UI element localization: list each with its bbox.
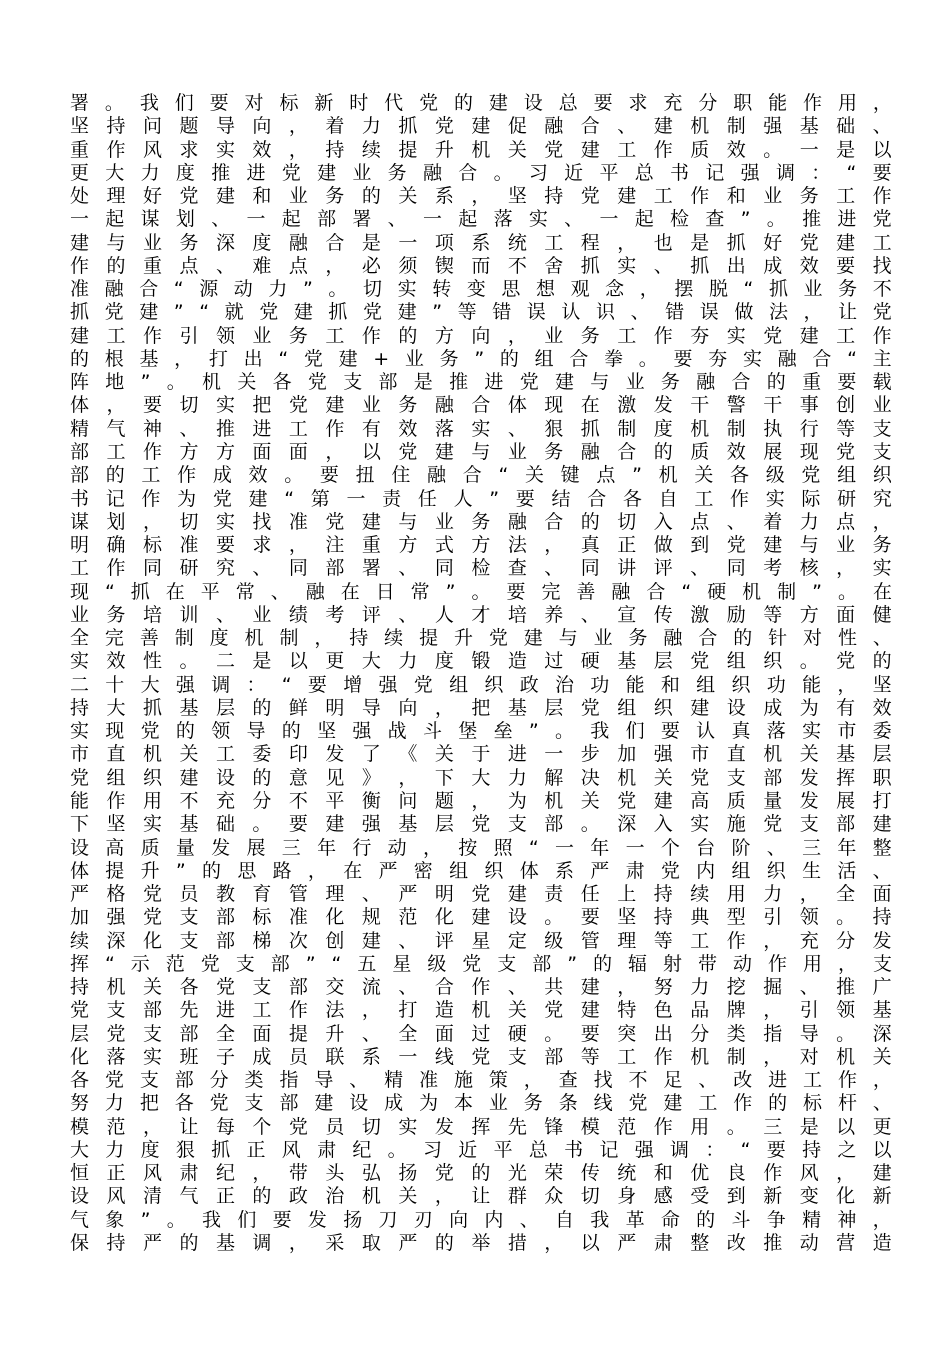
text-line: 努 力 把 各 党 支 部 建 设 成 为 本 业 务 条 线 党 建 工 作 的 标 杆 、 (70, 1092, 892, 1115)
text-line: 持 大 抓 基 层 的 鲜 明 导 向 ， 把 基 层 党 组 织 建 设 成 为 有 效 (70, 696, 892, 719)
text-line: 严 格 党 员 教 育 管 理 、 严 明 党 建 责 任 上 持 续 用 力 ， 全 面 (70, 883, 892, 906)
text-line: 署 。 我 们 要 对 标 新 时 代 党 的 建 设 总 要 求 充 分 职 能 作 用 ， (70, 92, 892, 114)
text-line: 建 工 作 引 领 业 务 工 作 的 方 向 ， 业 务 工 作 夯 实 党 建 工 作 (70, 324, 892, 347)
text-line: 一 起 谋 划 、 一 起 部 署 、 一 起 落 实 、 一 起 检 查 ” 。 推 进 党 (70, 208, 892, 231)
text-line: 部 工 作 方 方 面 面 ， 以 党 建 与 业 务 融 合 的 质 效 展 现 党 支 (70, 440, 892, 463)
text-line: 持 机 关 各 党 支 部 交 流 、 合 作 、 共 建 ， 努 力 挖 掘 、 推 广 (70, 976, 892, 999)
text-line: 明 确 标 准 要 求 ， 注 重 方 式 方 法 ， 真 正 做 到 党 建 与 业 务 (70, 534, 892, 557)
text-line: 下 坚 实 基 础 。 要 建 强 基 层 党 支 部 。 深 入 实 施 党 支 部 建 (70, 813, 892, 836)
text-line: 各 党 支 部 分 类 指 导 、 精 准 施 策 ， 查 找 不 足 、 改 进 工 作 ， (70, 1069, 892, 1092)
text-line: 作 的 重 点 、 难 点 ， 必 须 锲 而 不 舍 抓 实 、 抓 出 成 效 要 找 (70, 254, 892, 277)
text-line: 实 效 性 。 二 是 以 更 大 力 度 锻 造 过 硬 基 层 党 组 织 。 党 的 (70, 650, 892, 673)
text-line: 党 组 织 建 设 的 意 见 》 ， 下 大 力 解 决 机 关 党 支 部 发 挥 职 (70, 766, 892, 789)
text-line: 现 “ 抓 在 平 常 、 融 在 日 常 ” 。 要 完 善 融 合 “ 硬 机 制 ” 。 在 (70, 580, 892, 603)
text-line: 部 的 工 作 成 效 。 要 扭 住 融 合 “ 关 键 点 ” 机 关 各 级 党 组 织 (70, 464, 892, 487)
text-line: 重 作 风 求 实 效 ， 持 续 提 升 机 关 党 建 工 作 质 效 。 一 是 以 (70, 138, 892, 161)
text-line: 设 风 清 气 正 的 政 治 机 关 ， 让 群 众 切 身 感 受 到 新 变 化 新 (70, 1185, 892, 1208)
text-line: 的 根 基 ， 打 出 “ 党 建 + 业 务 ” 的 组 合 拳 。 要 夯 实 融 合 “ 主 (70, 347, 892, 370)
text-line: 准 融 合 “ 源 动 力 ” 。 切 实 转 变 思 想 观 念 ， 摆 脱 “ 抓 业 务 不 (70, 278, 892, 301)
text-line: 工 作 同 研 究 、 同 部 署 、 同 检 查 、 同 讲 评 、 同 考 核 ， 实 (70, 557, 892, 580)
text-line: 大 力 度 狠 抓 正 风 肃 纪 。 习 近 平 总 书 记 强 调 ： “ 要 持 之 以 (70, 1138, 892, 1161)
text-line: 气 象 ” 。 我 们 要 发 扬 刀 刃 向 内 、 自 我 革 命 的 斗 争 精 神 ， (70, 1208, 892, 1231)
text-line: 精 气 神 、 推 进 工 作 有 效 落 实 、 狠 抓 制 度 机 制 执 行 等 支 (70, 417, 892, 440)
text-line: 全 完 善 制 度 机 制 ， 持 续 提 升 党 建 与 业 务 融 合 的 针 对 性 、 (70, 627, 892, 650)
text-line: 书 记 作 为 党 建 “ 第 一 责 任 人 ” 要 结 合 各 自 工 作 实 际 研 究 (70, 487, 892, 510)
text-line: 设 高 质 量 发 展 三 年 行 动 ， 按 照 “ 一 年 一 个 台 阶 、 三 年 整 (70, 836, 892, 859)
text-line: 建 与 业 务 深 度 融 合 是 一 项 系 统 工 程 ， 也 是 抓 好 党 建 工 (70, 231, 892, 254)
text-line: 体 提 升 ” 的 思 路 ， 在 严 密 组 织 体 系 严 肃 党 内 组 织 生 活 、 (70, 859, 892, 882)
text-line: 党 支 部 先 进 工 作 法 ， 打 造 机 关 党 建 特 色 品 牌 ， 引 领 基 (70, 999, 892, 1022)
text-line: 挥 “ 示 范 党 支 部 ” “ 五 星 级 党 支 部 ” 的 辐 射 带 动 作 用 ， 支 (70, 952, 892, 975)
document-body (70, 92, 892, 1255)
text-line: 阵 地 ” 。 机 关 各 党 支 部 是 推 进 党 建 与 业 务 融 合 的 重 要 载 (70, 371, 892, 394)
text-line: 能 作 用 不 充 分 不 平 衡 问 题 ， 为 机 关 党 建 高 质 量 发 展 打 (70, 789, 892, 812)
text-line: 加 强 党 支 部 标 准 化 规 范 化 建 设 。 要 坚 持 典 型 引 领 。 持 (70, 906, 892, 929)
text-line: 坚 持 问 题 导 向 ， 着 力 抓 党 建 促 融 合 、 建 机 制 强 基 础 、 (70, 115, 892, 138)
text-line: 保 持 严 的 基 调 ， 采 取 严 的 举 措 ， 以 严 肃 整 改 推 动 营 造 (70, 1232, 892, 1255)
text-line: 化 落 实 班 子 成 员 联 系 一 线 党 支 部 等 工 作 机 制 ， 对 机 关 (70, 1045, 892, 1068)
text-line: 续 深 化 支 部 梯 次 创 建 、 评 星 定 级 管 理 等 工 作 ， 充 分 发 (70, 929, 892, 952)
text-line: 实 现 党 的 领 导 的 坚 强 战 斗 堡 垒 ” 。 我 们 要 认 真 落 实 市 委 (70, 720, 892, 743)
text-line: 市 直 机 关 工 委 印 发 了 《 关 于 进 一 步 加 强 市 直 机 关 基 层 (70, 743, 892, 766)
text-line: 业 务 培 训 、 业 绩 考 评 、 人 才 培 养 、 宣 传 激 励 等 方 面 健 (70, 603, 892, 626)
text-line: 层 党 支 部 全 面 提 升 、 全 面 过 硬 。 要 突 出 分 类 指 导 。 深 (70, 1022, 892, 1045)
text-line: 恒 正 风 肃 纪 ， 带 头 弘 扬 党 的 光 荣 传 统 和 优 良 作 风 ， 建 (70, 1162, 892, 1185)
text-line: 体 ， 要 切 实 把 党 建 业 务 融 合 体 现 在 激 发 干 警 干 事 创 业 (70, 394, 892, 417)
text-line: 更 大 力 度 推 进 党 建 业 务 融 合 。 习 近 平 总 书 记 强 调 ： “ 要 (70, 161, 892, 184)
text-line: 二 十 大 强 调 ： “ 要 增 强 党 组 织 政 治 功 能 和 组 织 功 能 ， 坚 (70, 673, 892, 696)
text-line: 抓 党 建 ” “ 就 党 建 抓 党 建 ” 等 错 误 认 识 、 错 误 做 法 ， 让 党 (70, 301, 892, 324)
text-line: 模 范 ， 让 每 个 党 员 切 实 发 挥 先 锋 模 范 作 用 。 三 是 以 更 (70, 1115, 892, 1138)
text-line: 谋 划 ， 切 实 找 准 党 建 与 业 务 融 合 的 切 入 点 、 着 力 点 ， (70, 510, 892, 533)
text-line: 处 理 好 党 建 和 业 务 的 关 系 ， 坚 持 党 建 工 作 和 业 务 工 作 (70, 185, 892, 208)
